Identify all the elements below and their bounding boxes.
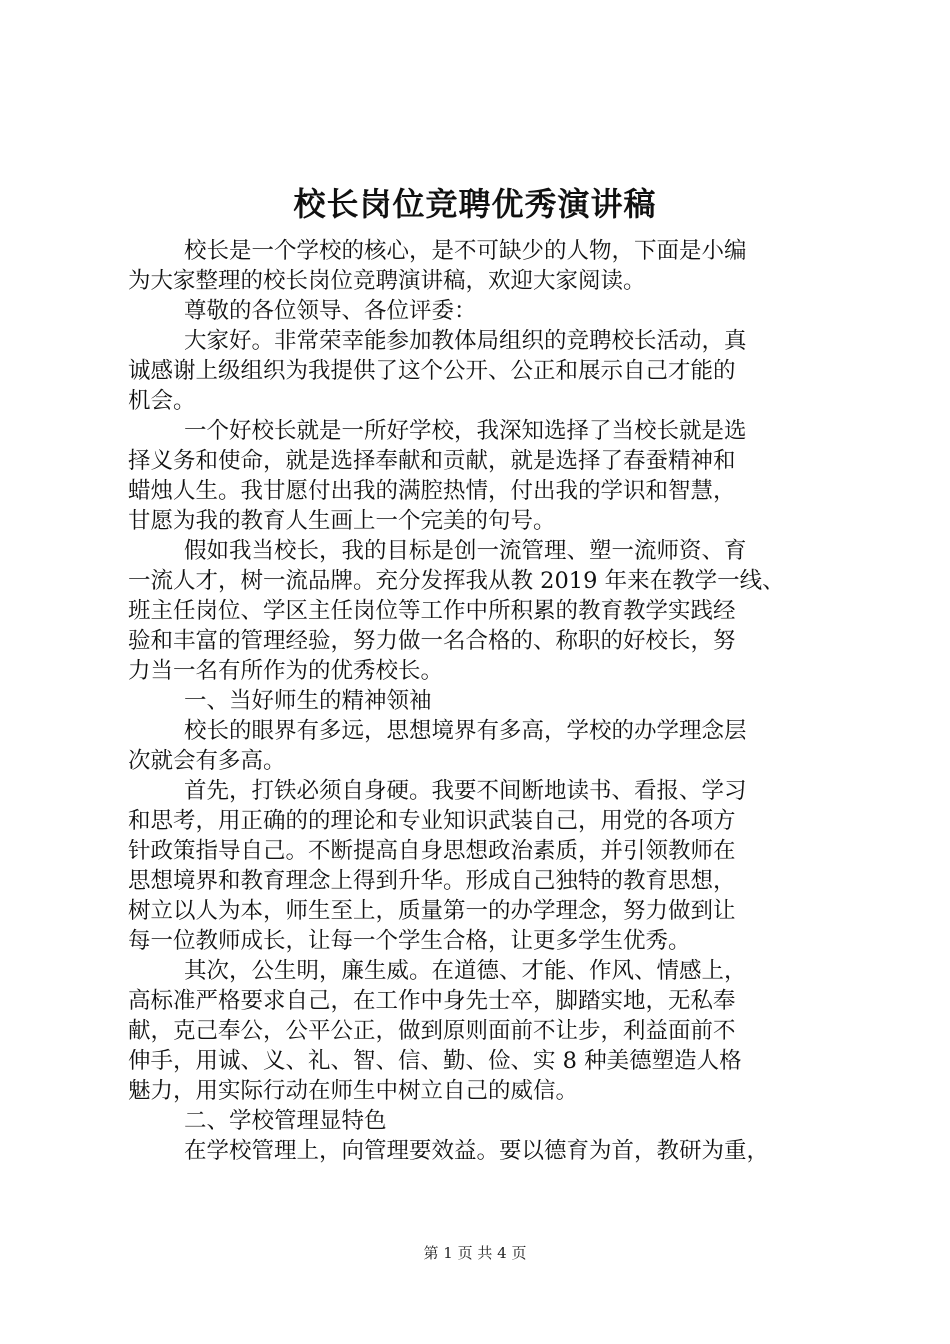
salutation-line: 尊敬的各位领导、各位评委： — [184, 298, 477, 324]
paragraph-line: 力当一名有所作为的优秀校长。 — [128, 658, 444, 684]
paragraph-line: 校长是一个学校的核心，是不可缺少的人物，下面是小编 — [184, 238, 747, 264]
paragraph-line: 甘愿为我的教育人生画上一个完美的句号。 — [128, 508, 556, 534]
paragraph-line: 和思考，用正确的的理论和专业知识武装自己，用党的各项方 — [128, 808, 736, 834]
paragraph-line: 高标准严格要求自己，在工作中身先士卒，脚踏实地，无私奉 — [128, 988, 736, 1014]
paragraph-line: 择义务和使命，就是选择奉献和贡献，就是选择了春蚕精神和 — [128, 448, 736, 474]
paragraph-line: 思想境界和教育理念上得到升华。形成自己独特的教育思想， — [128, 868, 736, 894]
paragraph-line: 魅力，用实际行动在师生中树立自己的威信。 — [128, 1078, 579, 1104]
paragraph-line: 首先，打铁必须自身硬。我要不间断地读书、看报、学习 — [184, 778, 747, 804]
paragraph-line: 次就会有多高。 — [128, 748, 286, 774]
paragraph-line: 为大家整理的校长岗位竞聘演讲稿，欢迎大家阅读。 — [128, 268, 646, 294]
paragraph-line: 伸手，用诚、义、礼、智、信、勤、俭、实 8 种美德塑造人格 — [128, 1048, 742, 1074]
document-body — [128, 236, 840, 1166]
paragraph-line: 班主任岗位、学区主任岗位等工作中所积累的教育教学实践经 — [128, 598, 736, 624]
paragraph-line: 献，克己奉公，公平公正，做到原则面前不让步，利益面前不 — [128, 1018, 736, 1044]
section-heading: 一、当好师生的精神领袖 — [184, 688, 432, 714]
paragraph-line: 校长的眼界有多远，思想境界有多高，学校的办学理念层 — [184, 718, 747, 744]
paragraph-line: 验和丰富的管理经验，努力做一名合格的、称职的好校长，努 — [128, 628, 736, 654]
paragraph-line: 假如我当校长，我的目标是创一流管理、塑一流师资、育 — [184, 538, 747, 564]
paragraph-line: 一流人才，树一流品牌。充分发挥我从教 2019 年来在教学一线、 — [128, 568, 785, 594]
paragraph-line: 蜡烛人生。我甘愿付出我的满腔热情，付出我的学识和智慧， — [128, 478, 736, 504]
paragraph-line: 针政策指导自己。不断提高自身思想政治素质，并引领教师在 — [128, 838, 736, 864]
paragraph-line: 每一位教师成长，让每一个学生合格，让更多学生优秀。 — [128, 928, 691, 954]
section-heading: 二、学校管理显特色 — [184, 1108, 387, 1134]
paragraph-line: 在学校管理上，向管理要效益。要以德育为首，教研为重， — [184, 1138, 770, 1164]
paragraph-line: 诚感谢上级组织为我提供了这个公开、公正和展示自己才能的 — [128, 358, 736, 384]
page-number-footer: 第 1 页 共 4 页 — [423, 1244, 527, 1262]
document-title: 校长岗位竞聘优秀演讲稿 — [293, 185, 657, 223]
paragraph-line: 树立以人为本，师生至上，质量第一的办学理念，努力做到让 — [128, 898, 736, 924]
paragraph-line: 一个好校长就是一所好学校，我深知选择了当校长就是选 — [184, 418, 747, 444]
paragraph-line: 大家好。非常荣幸能参加教体局组织的竞聘校长活动，真 — [184, 328, 747, 354]
paragraph-line: 其次，公生明，廉生威。在道德、才能、作风、情感上， — [184, 958, 747, 984]
paragraph-line: 机会。 — [128, 388, 196, 414]
